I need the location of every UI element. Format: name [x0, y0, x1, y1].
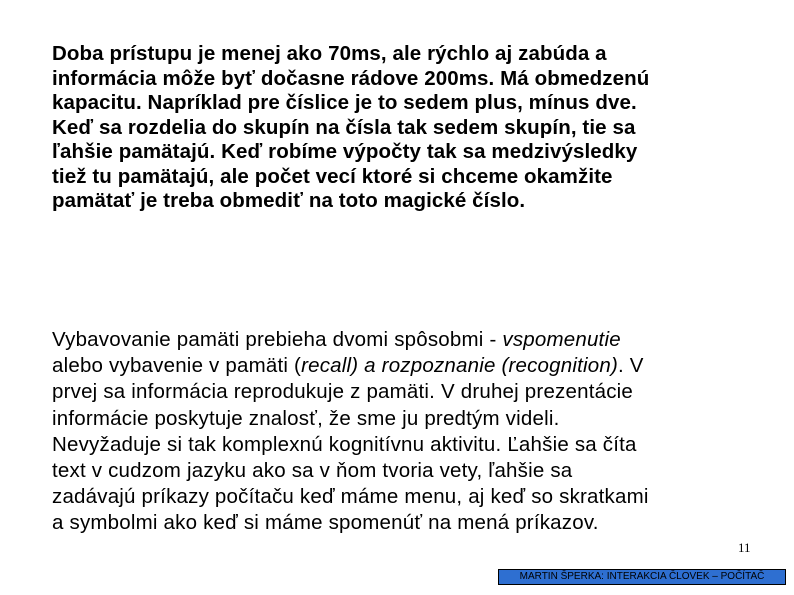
- italic-term: vspomenutie: [502, 328, 621, 351]
- text-segment: . V: [618, 354, 644, 378]
- text-line: kapacitu. Napríklad pre číslice je to sedem plus, mínus dve.: [52, 91, 637, 114]
- paragraph-short-term-memory: [52, 42, 752, 214]
- text-line: tiež tu pamätajú, ale počet vecí ktoré si chceme okamžite: [52, 164, 613, 188]
- text-line: [52, 327, 752, 353]
- text-line: informácie poskytuje znalosť, že sme ju predtým videli.: [52, 406, 560, 430]
- text-line: Doba prístupu je menej ako 70ms, ale rýchlo aj zabúda a: [52, 42, 607, 65]
- text-line: text v cudzom jazyku ako sa v ňom tvoria vety, ľahšie sa: [52, 459, 573, 483]
- text-line: pamätať je treba obmediť na toto magické číslo.: [52, 189, 526, 212]
- slide-number: 11: [738, 540, 751, 555]
- italic-term: recall) a rozpoznanie (recognition): [301, 354, 618, 378]
- footer-banner: MARTIN ŠPERKA: INTERAKCIA ČLOVEK – POČÍTAČ: [498, 569, 786, 585]
- text-segment: alebo vybavenie v pamäti (: [52, 354, 302, 378]
- text-line: Nevyžaduje si tak komplexnú kognitívnu aktivitu. Ľahšie sa číta: [52, 432, 637, 456]
- text-line: informácia môže byť dočasne rádove 200ms. Má obmedzenú: [52, 66, 650, 90]
- paragraph-memory-recall: [52, 327, 752, 537]
- text-line: prvej sa informácia reprodukuje z pamäti. V druhej prezentácie: [52, 380, 633, 404]
- text-line: [52, 353, 752, 379]
- text-segment: Vybavovanie pamäti prebieha dvomi spôsobmi -: [52, 328, 503, 351]
- text-line: ľahšie pamätajú. Keď robíme výpočty tak sa medzivýsledky: [52, 140, 638, 163]
- text-line: a symbolmi ako keď si máme spomenúť na mená príkazov.: [52, 511, 599, 535]
- text-line: Keď sa rozdelia do skupín na čísla tak sedem skupín, tie sa: [52, 115, 636, 139]
- text-line: zadávajú príkazy počítaču keď máme menu, aj keď so skratkami: [52, 485, 649, 509]
